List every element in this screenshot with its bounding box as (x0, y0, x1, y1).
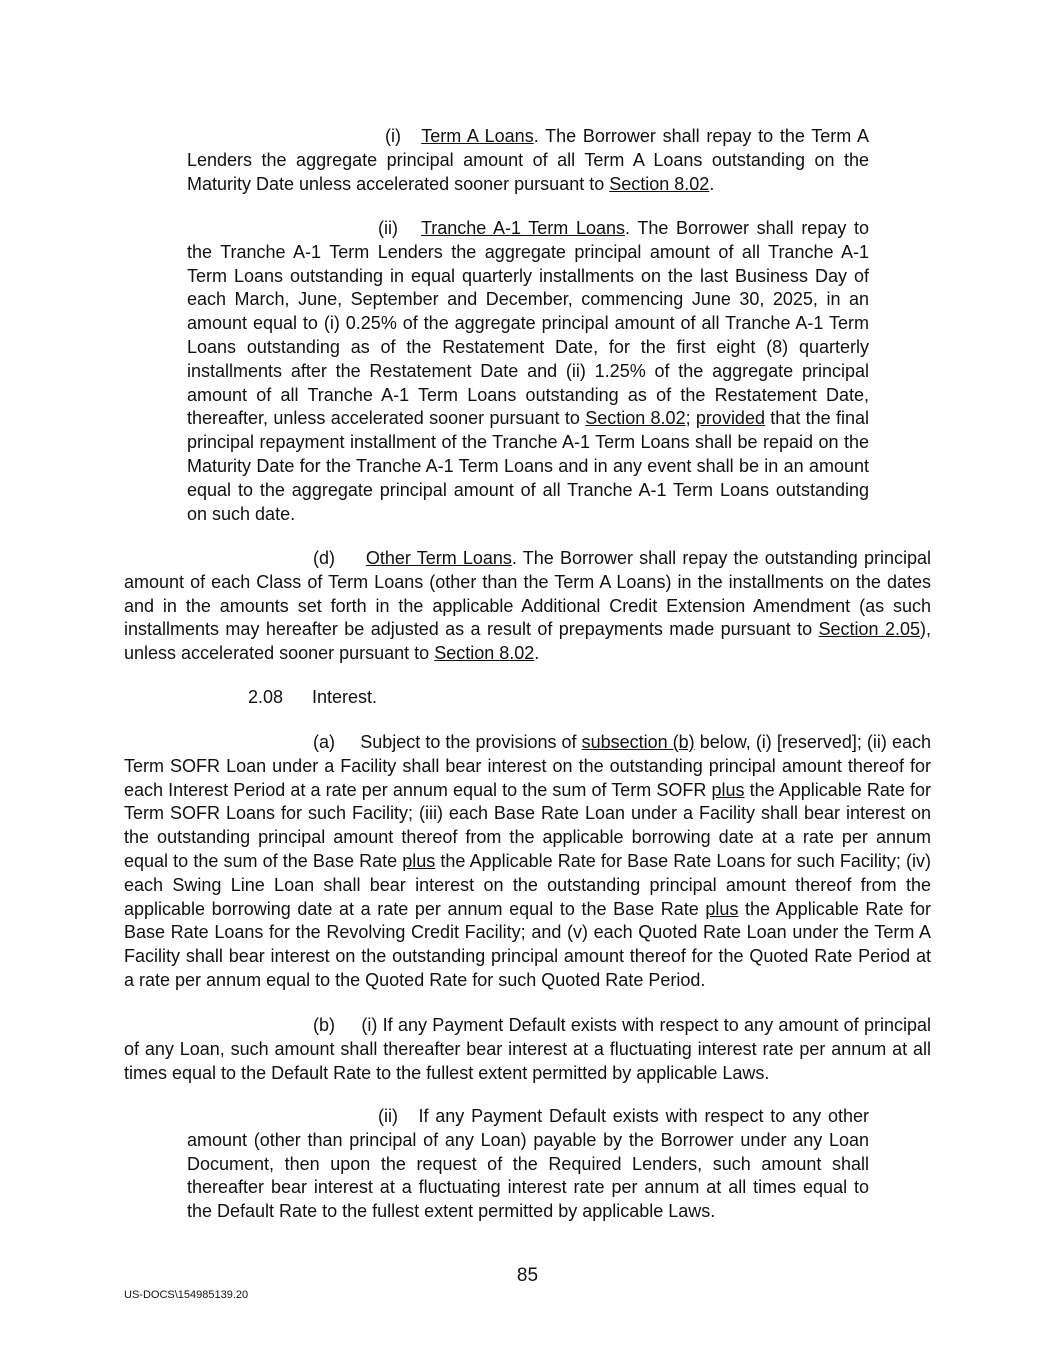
clause-title: Tranche A-1 Term Loans (420, 218, 625, 238)
clause-label: (ii) (378, 1106, 398, 1126)
document-id: US-DOCS\154985139.20 (124, 1289, 249, 1301)
paragraph-other-term-loans: (d) Other Term Loans. The Borrower shall repay the outstanding principal amount of each Class of Term Loans (other than the Term A Loans) in the installments on the dates and in the amounts set forth in the applicable Additional Credit Extension Amendment (as such installments may hereafter be adjusted as a result of prepayments made pursuant to Section 2.05), unless accelerated sooner pursuant to Section 8.02. (124, 548, 931, 664)
paragraph-tranche-a1-term-loans: (ii) Tranche A-1 Term Loans. The Borrower shall repay to the Tranche A-1 Term Lenders the aggregate principal amount of all Tranche A-1 Term Loans outstanding in equal quarterly installments on the last Business Day of each March, June, September and December, commencing June 30, 2025, in an amount equal to (i) 0.25% of the aggregate principal amount of all Tranche A-1 Term Loans outstanding as of the Restatement Date, for the first eight (8) quarterly installments after the Restatement Date and (ii) 1.25% of the aggregate principal amount of all Tranche A-1 Term Loans outstanding as of the Restatement Date, thereafter, unless accelerated sooner pursuant to Section 8.02; provided that the final principal repayment installment of the Tranche A-1 Term Loans shall be repaid on the Maturity Date for the Tranche A-1 Term Loans and in any event shall be in an amount equal to the aggregate principal amount of all Tranche A-1 Term Loans outstanding on such date. (187, 218, 870, 524)
clause-label: (ii) (378, 218, 398, 238)
section-reference: Section 8.02 (609, 173, 710, 194)
section-reference: Section 8.02 (585, 408, 686, 429)
paragraph-interest-a: (a) Subject to the provisions of subsection (b) below, (i) [reserved]; (ii) each Term SOFR Loan under a Facility shall bear interest on the outstanding principal amount thereof for each Interest Period at a rate per annum equal to the sum of Term SOFR plus the Applicable Rate for Term SOFR Loans for such Facility; (iii) each Base Rate Loan under a Facility shall bear interest on the outstanding principal amount thereof from the applicable borrowing date at a rate per annum equal to the sum of the Base Rate plus the Applicable Rate for Base Rate Loans for such Facility; (iv) each Swing Line Loan shall bear interest on the outstanding principal amount thereof from the applicable borrowing date at a rate per annum equal to the Base Rate plus the Applicable Rate for Base Rate Loans for the Revolving Credit Facility; and (v) each Quoted Rate Loan under the Term A Facility shall bear interest on the outstanding principal amount thereof for the Quoted Rate Period at a rate per annum equal to the Quoted Rate for such Quoted Rate Period. (124, 732, 931, 990)
clause-label: (i) (385, 126, 401, 146)
section-reference: Section 8.02 (434, 643, 535, 664)
paragraph-interest-b-i: (b) (i) If any Payment Default exists with respect to any amount of principal of any Loan, such amount shall thereafter bear interest at a fluctuating interest rate per annum at all times equal to the Default Rate to the fullest extent permitted by applicable Laws. (124, 1015, 931, 1083)
plus-term: plus (711, 779, 745, 800)
section-reference: Section 2.05 (818, 619, 920, 640)
proviso-reference: provided (695, 408, 765, 429)
clause-label: (a) (313, 732, 335, 752)
section-heading-interest (248, 686, 377, 710)
plus-term: plus (705, 898, 739, 919)
clause-title: Other Term Loans (365, 548, 512, 568)
clause-title: Term A Loans (421, 126, 534, 146)
clause-label: (b) (313, 1015, 335, 1035)
clause-label: (d) (313, 548, 335, 568)
page-number: 85 (516, 1265, 539, 1286)
section-number: 2.08 (248, 687, 284, 707)
subsection-reference: subsection (b) (581, 732, 695, 752)
plus-term: plus (402, 850, 436, 871)
paragraph-interest-b-ii: (ii) If any Payment Default exists with respect to any other amount (other than principal of any Loan) payable by the Borrower under any Loan Document, then upon the request of the Required Lenders, such amount shall thereafter bear interest at a fluctuating interest rate per annum at all times equal to the Default Rate to the fullest extent permitted by applicable Laws. (187, 1106, 869, 1222)
section-title: Interest. (312, 687, 378, 707)
paragraph-term-a-loans: (i) Term A Loans. The Borrower shall repay to the Term A Lenders the aggregate principal amount of all Term A Loans outstanding on the Maturity Date unless accelerated sooner pursuant to Section 8.02. (187, 126, 869, 194)
